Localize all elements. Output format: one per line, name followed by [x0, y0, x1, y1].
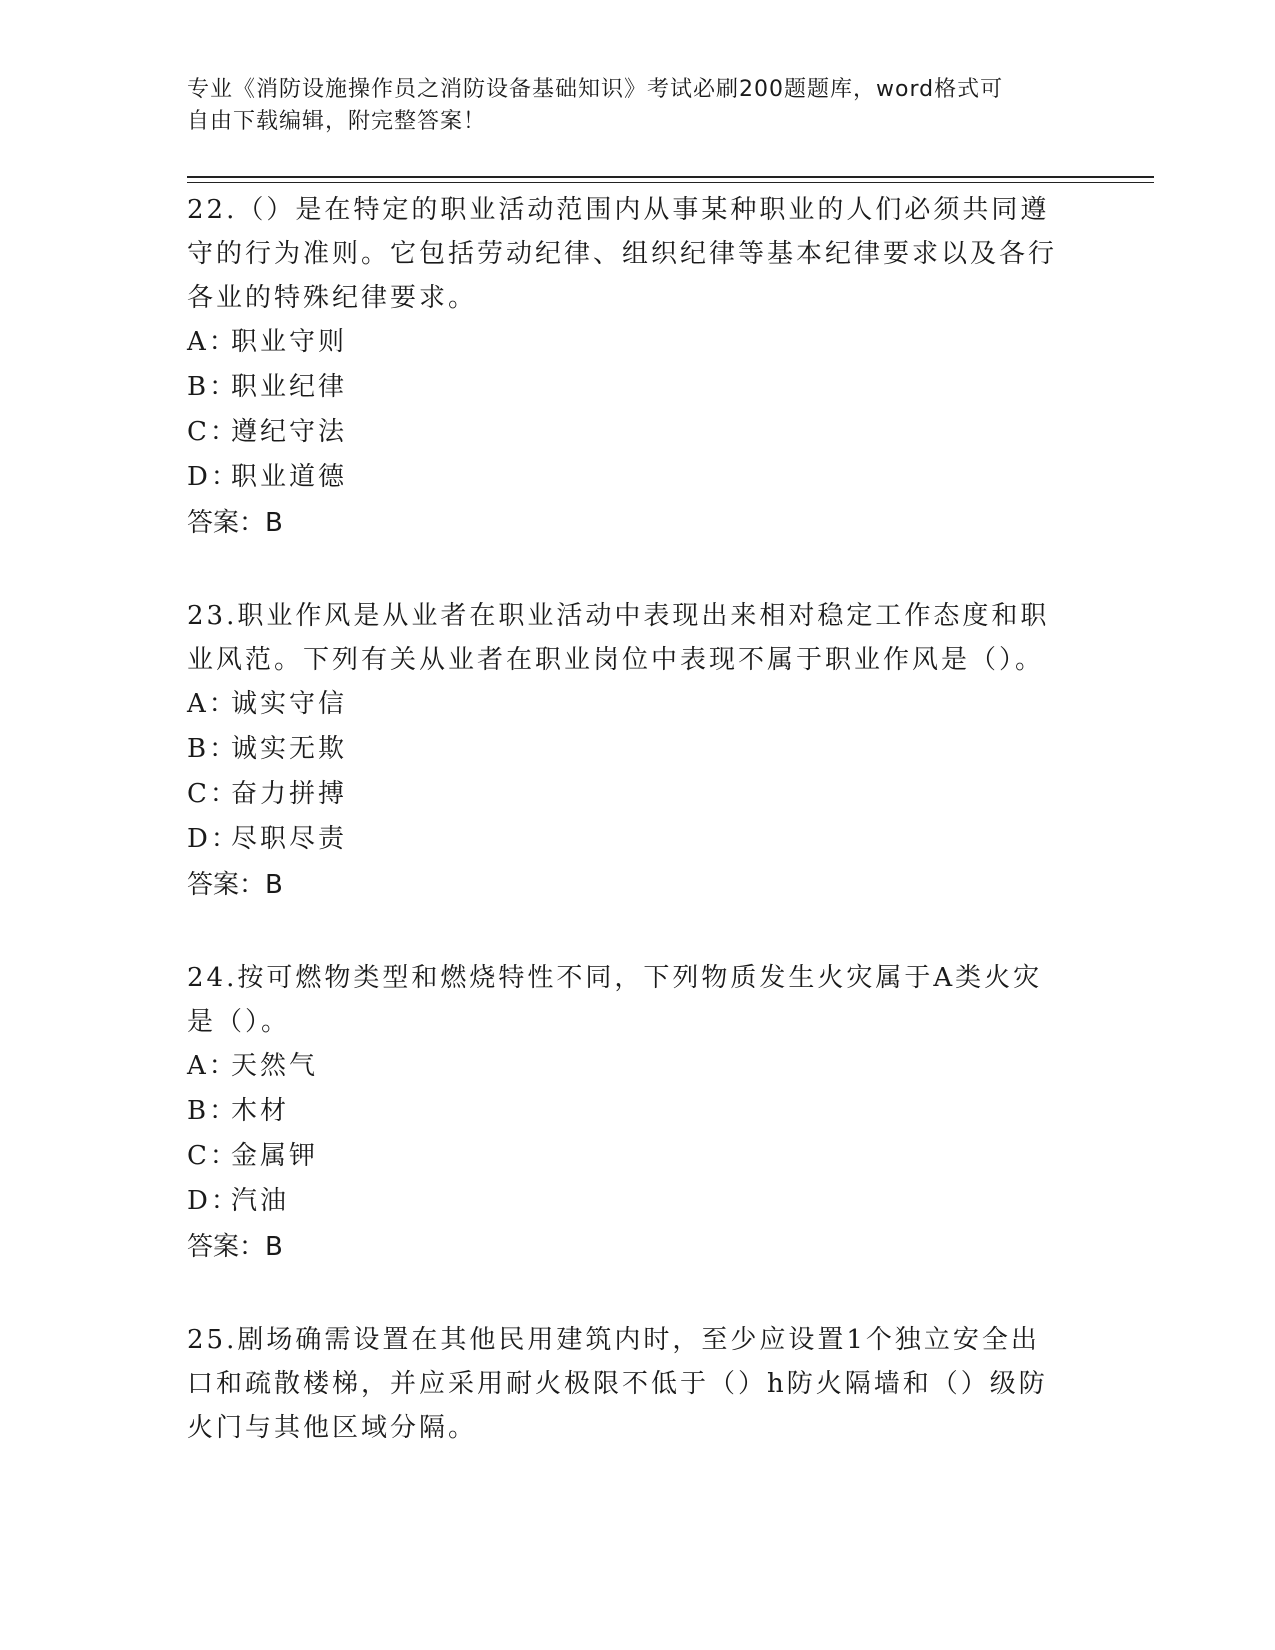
option-key: C：	[187, 1141, 239, 1171]
option-c	[187, 410, 1067, 455]
option-text: 职业道德	[231, 462, 348, 492]
option-d	[187, 455, 1067, 500]
question-stem: 剧场确需设置在其他民用建筑内时，至少应设置1个独立安全出口和疏散楼梯，并应采用耐火极限不低于（）h防火隔墙和（）级防火门与其他区域分隔。	[187, 1325, 1048, 1443]
option-key: C：	[187, 417, 239, 447]
option-c	[187, 772, 1067, 817]
question-text	[187, 188, 1067, 320]
header-line-2: 自由下载编辑，附完整答案！	[187, 109, 487, 134]
answer-line: 答案：B	[187, 870, 283, 900]
option-text: 奋力拼搏	[231, 779, 348, 809]
option-key: B：	[187, 734, 239, 764]
option-key: D：	[187, 1186, 240, 1216]
question-text	[187, 956, 1067, 1044]
question-number: 25.	[187, 1325, 238, 1355]
option-text: 汽油	[231, 1186, 290, 1216]
question-number: 22.	[187, 195, 238, 225]
question-stem: 职业作风是从业者在职业活动中表现出来相对稳定工作态度和职业风范。下列有关从业者在职业岗位中表现不属于职业作风是（）。	[187, 601, 1050, 675]
option-key: B：	[187, 1096, 239, 1126]
option-key: B：	[187, 372, 239, 402]
answer-line: 答案：B	[187, 1232, 283, 1262]
option-text: 天然气	[231, 1051, 319, 1081]
question-list	[187, 188, 1067, 1498]
option-key: D：	[187, 824, 240, 854]
answer-line: 答案：B	[187, 508, 283, 538]
option-key: A：	[187, 1051, 238, 1081]
question-23	[187, 594, 1067, 908]
option-text: 诚实守信	[231, 689, 348, 719]
option-b	[187, 365, 1067, 410]
question-24	[187, 956, 1067, 1270]
option-c	[187, 1134, 1067, 1179]
question-25	[187, 1318, 1067, 1450]
option-text: 金属钾	[231, 1141, 319, 1171]
header-divider-thin	[187, 182, 1154, 183]
option-a	[187, 1044, 1067, 1089]
option-key: D：	[187, 462, 240, 492]
question-stem: 按可燃物类型和燃烧特性不同，下列物质发生火灾属于A类火灾是（）。	[187, 963, 1043, 1037]
document-header	[187, 74, 1067, 138]
option-d	[187, 817, 1067, 862]
question-text	[187, 594, 1067, 682]
option-a	[187, 320, 1067, 365]
option-d	[187, 1179, 1067, 1224]
option-text: 尽职尽责	[231, 824, 348, 854]
header-line-1: 专业《消防设施操作员之消防设备基础知识》考试必刷200题题库，word格式可	[187, 77, 1004, 102]
option-text: 木材	[231, 1096, 290, 1126]
question-number: 24.	[187, 963, 238, 993]
option-key: C：	[187, 779, 239, 809]
option-key: A：	[187, 327, 238, 357]
header-divider-thick	[187, 176, 1154, 178]
option-key: A：	[187, 689, 238, 719]
option-text: 诚实无欺	[231, 734, 348, 764]
option-a	[187, 682, 1067, 727]
option-b	[187, 727, 1067, 772]
question-number: 23.	[187, 601, 238, 631]
option-b	[187, 1089, 1067, 1134]
option-text: 职业守则	[231, 327, 348, 357]
question-text	[187, 1318, 1067, 1450]
question-22	[187, 188, 1067, 546]
question-stem: （）是在特定的职业活动范围内从事某种职业的人们必须共同遵守的行为准则。它包括劳动纪律、组织纪律等基本纪律要求以及各行各业的特殊纪律要求。	[187, 195, 1058, 313]
option-text: 遵纪守法	[231, 417, 348, 447]
option-text: 职业纪律	[231, 372, 348, 402]
